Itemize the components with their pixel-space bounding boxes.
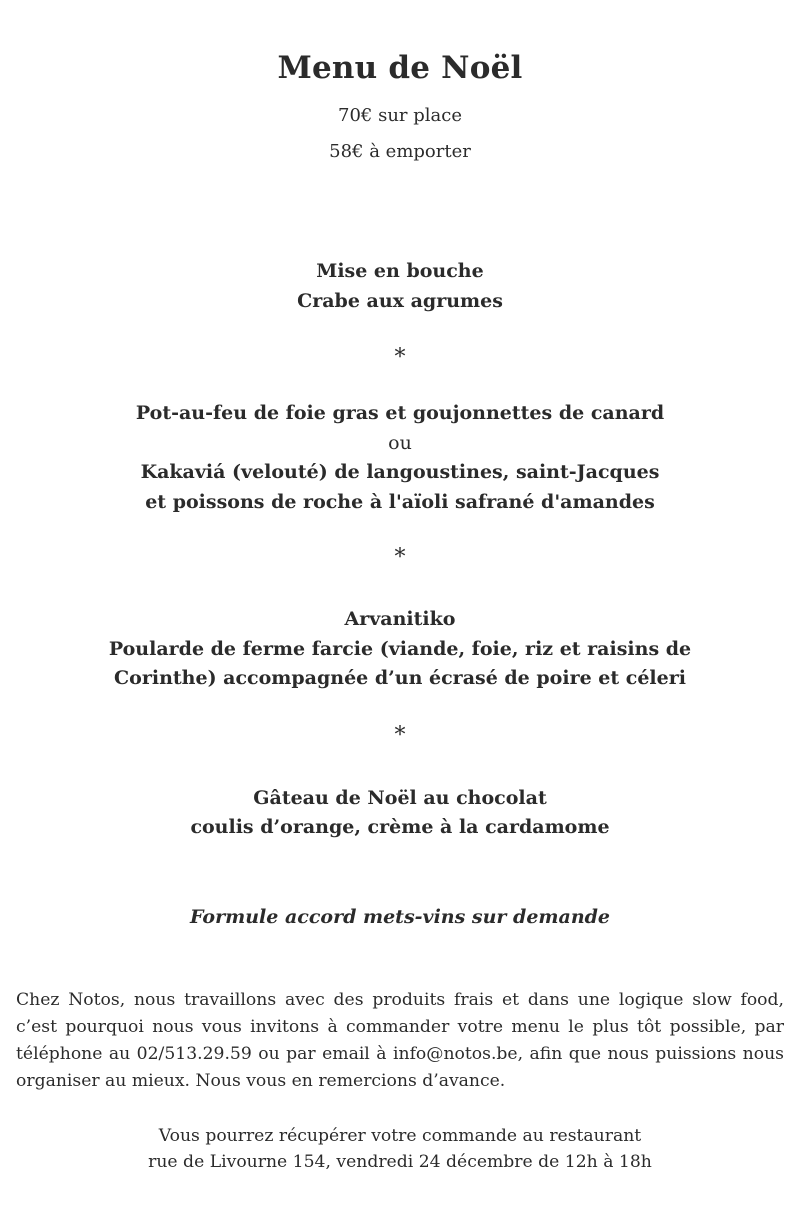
main-line-1: Poularde de ferme farcie (viande, foie, riz et raisins de xyxy=(108,637,692,660)
dessert-line-2: coulis d’orange, crème à la cardamome xyxy=(190,816,610,838)
course-dessert xyxy=(0,784,800,843)
order-info-paragraph: Chez Notos, nous travaillons avec des produits frais et dans une logique slow food, c’est pourquoi nous vous invitons à commander votre menu le plus tôt possible, par téléphone au 02/513.29.59 ou par email à info@notos.be, afin que nous puissions nous organiser au mieux. Nous vous en remercions d’avance. xyxy=(16,989,784,1091)
page-title: Menu de Noël xyxy=(277,50,523,86)
amuse-title: Mise en bouche xyxy=(316,260,484,282)
pickup-line-1: Vous pourrez récupérer votre commande au restaurant xyxy=(158,1125,642,1146)
pickup-info xyxy=(0,1123,800,1175)
main-name: Arvanitiko xyxy=(344,608,456,630)
course-separator: * xyxy=(394,545,406,570)
main-line-2: Corinthe) accompagnée d’un écrasé de poire et céleri xyxy=(114,667,686,689)
pickup-line-2: rue de Livourne 154, vendredi 24 décembre de 12h à 18h xyxy=(148,1151,652,1172)
course-starter xyxy=(0,399,800,517)
price-list xyxy=(0,98,800,170)
amuse-dish: Crabe aux agrumes xyxy=(297,289,503,312)
course-separator: * xyxy=(394,345,406,370)
starter-option-1: Pot-au-feu de foie gras et goujonnettes de canard xyxy=(135,402,665,424)
price-takeaway: 58€ à emporter xyxy=(329,141,471,162)
starter-option-2-line-2: et poissons de roche à l'aïoli safrané d'amandes xyxy=(145,490,655,513)
dessert-line-1: Gâteau de Noël au chocolat xyxy=(253,786,547,809)
starter-or: ou xyxy=(388,431,412,454)
course-amuse-bouche xyxy=(0,257,800,316)
price-onsite: 70€ sur place xyxy=(338,105,462,126)
starter-option-2-line-1: Kakaviá (velouté) de langoustines, saint-Jacques xyxy=(140,461,660,483)
course-main xyxy=(0,605,800,694)
wine-pairing-note: Formule accord mets-vins sur demande xyxy=(189,905,611,928)
course-separator: * xyxy=(394,722,406,748)
